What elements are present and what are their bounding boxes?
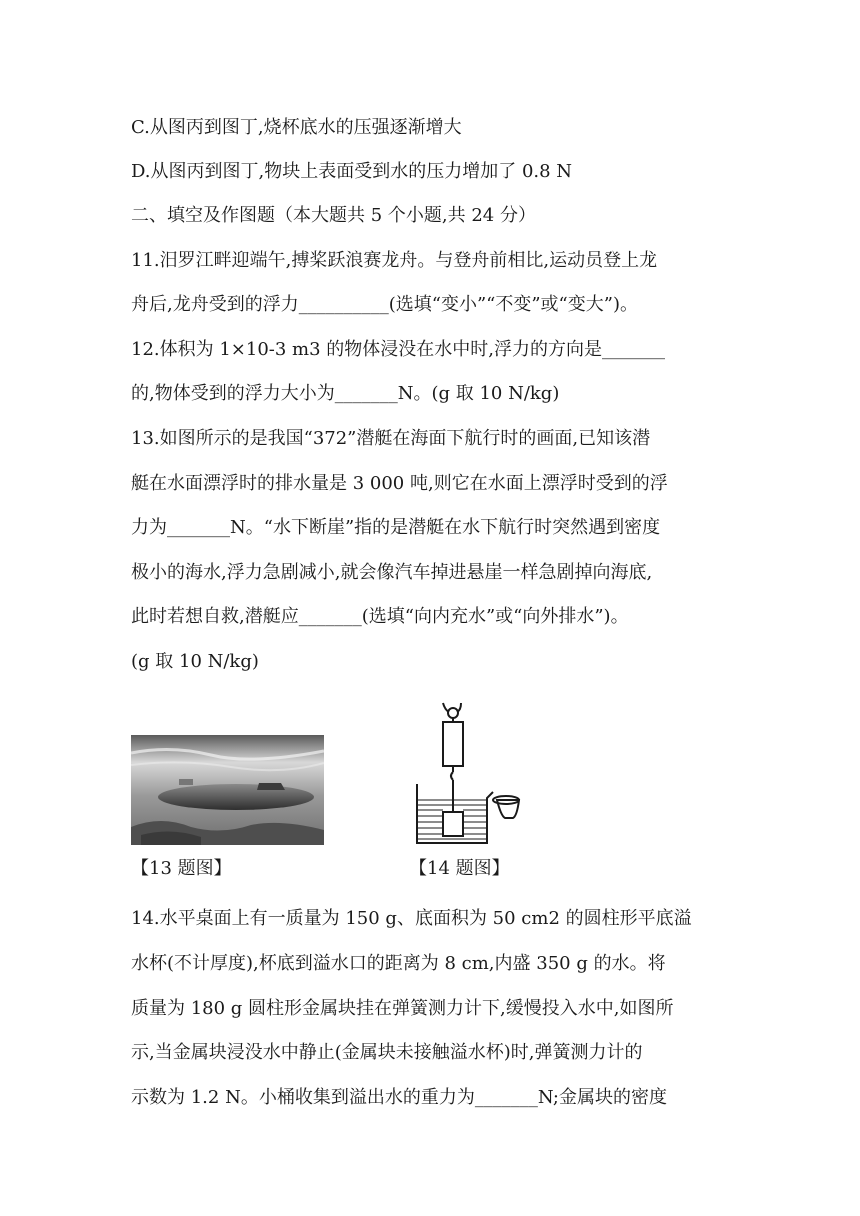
q13-line-6: (g 取 10 N/kg) [131,651,259,672]
q14-line-5: 示数为 1.2 N。小桶收集到溢出水的重力为_______N;金属块的密度 [131,1087,667,1108]
q14-line-2: 水杯(不计厚度),杯底到溢水口的距离为 8 cm,内盛 350 g 的水。将 [131,953,666,974]
q13-line-2: 艇在水面漂浮时的排水量是 3 000 吨,则它在水面上漂浮时受到的浮 [131,473,668,494]
q13-line-5: 此时若想自救,潜艇应_______(选填“向内充水”或“向外排水”)。 [131,606,629,627]
submarine-photo [131,735,324,845]
q12-line-2: 的,物体受到的浮力大小为_______N。(g 取 10 N/kg) [131,383,560,404]
q11-line-1: 11.汨罗江畔迎端午,搏桨跃浪赛龙舟。与登舟前相比,运动员登上龙 [131,250,658,271]
option-c: C.从图丙到图丁,烧杯底水的压强逐渐增大 [131,117,462,138]
fig13-caption: 【13 题图】 [131,858,232,879]
q11-line-2: 舟后,龙舟受到的浮力__________(选填“变小”“不变”或“变大”)。 [131,294,638,315]
q13-line-3: 力为_______N。“水下断崖”指的是潜艇在水下航行时突然遇到密度 [131,517,661,538]
spring-scale-diagram [409,700,524,846]
q14-line-4: 示,当金属块浸没水中静止(金属块未接触溢水杯)时,弹簧测力计的 [131,1042,643,1063]
q13-line-1: 13.如图所示的是我国“372”潜艇在海面下航行时的画面,已知该潜 [131,428,651,449]
q14-line-1: 14.水平桌面上有一质量为 150 g、底面积为 50 cm2 的圆柱形平底溢 [131,908,692,929]
section-heading: 二、填空及作图题（本大题共 5 个小题,共 24 分） [131,205,536,226]
q13-line-4: 极小的海水,浮力急剧减小,就会像汽车掉进悬崖一样急剧掉向海底, [131,562,653,583]
fig14-caption: 【14 题图】 [409,858,510,879]
q14-line-3: 质量为 180 g 圆柱形金属块挂在弹簧测力计下,缓慢投入水中,如图所 [131,998,674,1019]
option-d: D.从图丙到图丁,物块上表面受到水的压力增加了 0.8 N [131,161,573,182]
q12-line-1: 12.体积为 1×10-3 m3 的物体浸没在水中时,浮力的方向是_______ [131,339,666,360]
